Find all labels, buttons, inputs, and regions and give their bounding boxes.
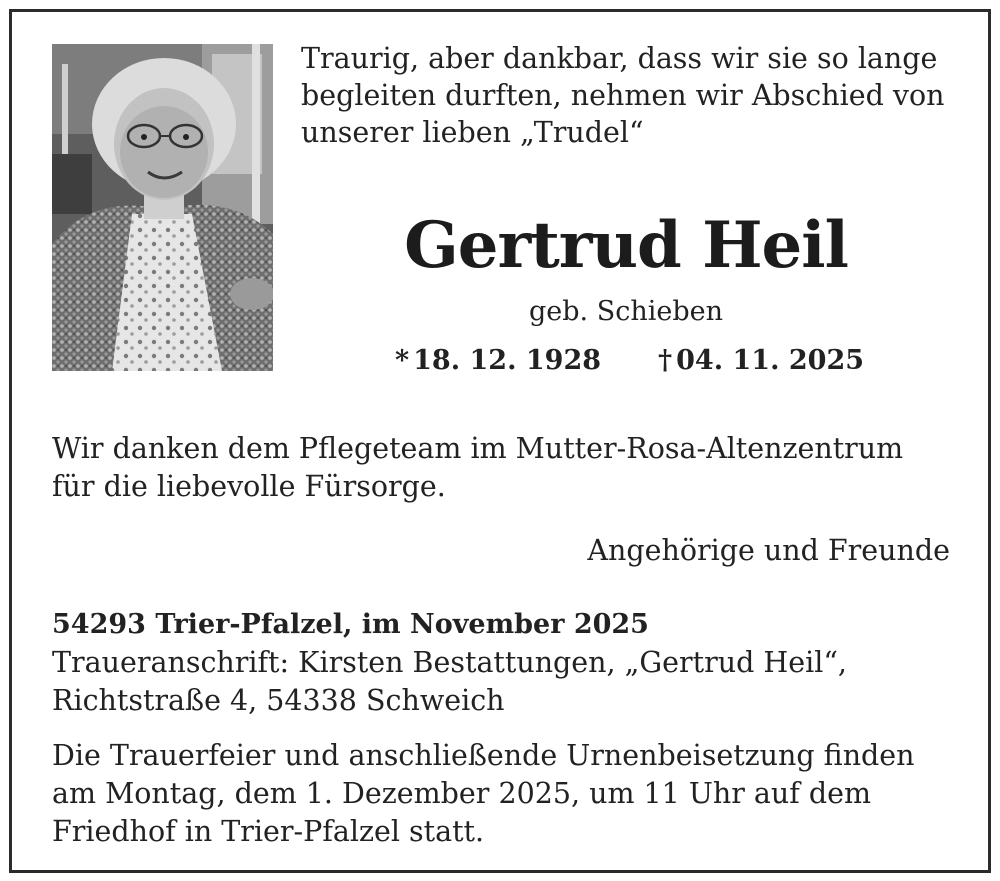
intro-text (301, 40, 961, 151)
death-cross-icon: † (658, 345, 673, 376)
life-dates (12, 342, 988, 382)
obituary-notice (9, 9, 991, 873)
death-date-group (658, 342, 864, 380)
mourning-address (52, 644, 962, 720)
portrait-photo (52, 44, 273, 371)
intro-line: begleiten durften, nehmen wir Abschied von (301, 79, 945, 112)
death-date: 04. 11. 2025 (676, 345, 865, 376)
ceremony-line: Friedhof in Trier-Pfalzel statt. (52, 815, 485, 848)
ceremony-text (52, 737, 962, 851)
intro-line: Traurig, aber dankbar, dass wir sie so lange (301, 42, 938, 75)
family-signature: Angehörige und Freunde (587, 534, 950, 567)
portrait-image (52, 44, 273, 371)
thanks-text (52, 430, 962, 506)
place-and-date: 54293 Trier-Pfalzel, im November 2025 (52, 609, 649, 640)
maiden-name: geb. Schieben (529, 296, 723, 327)
address-line: Traueranschrift: Kirsten Bestattungen, „Gertrud Heil“, (52, 646, 847, 679)
thanks-line: für die liebevolle Fürsorge. (52, 470, 446, 503)
ceremony-line: am Montag, dem 1. Dezember 2025, um 11 Uhr auf dem (52, 777, 871, 810)
intro-line: unserer lieben „Trudel“ (301, 116, 644, 149)
birth-star-icon: * (395, 345, 410, 376)
address-line: Richtstraße 4, 54338 Schweich (52, 684, 505, 717)
thanks-line: Wir danken dem Pflegeteam im Mutter-Rosa-Altenzentrum (52, 432, 904, 465)
birth-date-group (395, 342, 601, 380)
ceremony-line: Die Trauerfeier und anschließende Urnenbeisetzung finden (52, 739, 915, 772)
deceased-name: Gertrud Heil (404, 208, 848, 283)
birth-date: 18. 12. 1928 (413, 345, 602, 376)
